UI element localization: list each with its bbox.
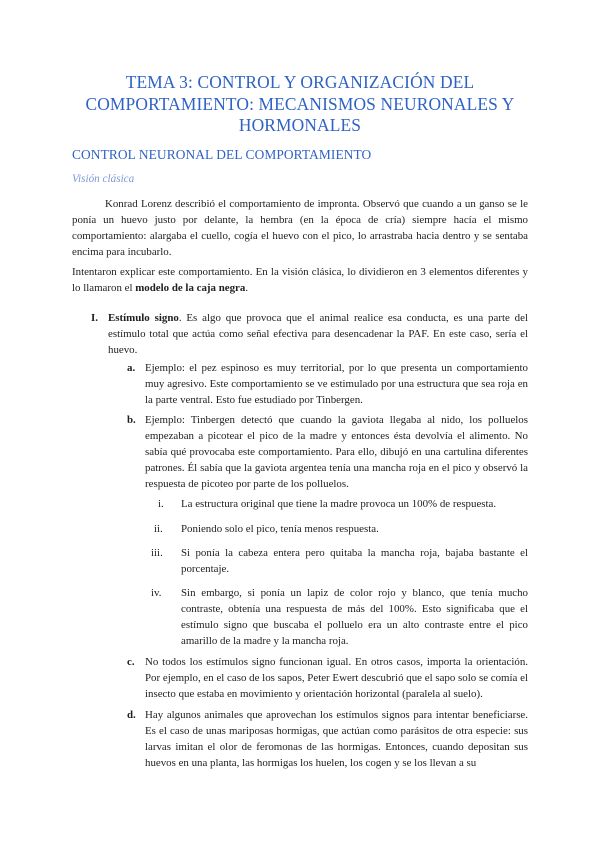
paragraph-end: . (245, 282, 249, 294)
sub-item-marker: c. (127, 656, 135, 668)
paragraph-lorenz: Konrad Lorenz describió el comportamiento de impronta. Observó que cuando a un ganso se le ponía un huevo justo por delante, la hembra (en la época de cría) siempre hacía el mismo comportamiento: alargaba el cuello, cogía el huevo con el pico, lo arrastraba hacia dentro y se sentaba encima para incubarlo. (72, 198, 528, 258)
sub-item-text: Hay algunos animales que aprovechan los estímulos signos para intentar beneficiarse. Es el caso de unas mariposas hormigas, que actúan como parásitos de otra especie: sus larvas imitan el olor de feromonas de las hormigas. Entonces, cuando depositan sus huevos en una planta, las hormigas los huelen, los cogen y se los llevan a su (145, 709, 528, 769)
list-item-text: . Es algo que provoca que el animal realice esa conducta, es una parte del estímulo total que actúa como señal efectiva para desencadenar la PAF. En este caso, sería el huevo. (108, 312, 528, 356)
list-item-stimulus (108, 310, 528, 358)
sub-item-text: Ejemplo: Tinbergen detectó que cuando la gaviota llegaba al nido, los polluelos empezaban a picotear el pico de la madre y entonces ésta devolvía el alimento. No sabía qué provocaba este comportamiento. Para ello, dibujó en una cartulina diferentes patrones. Él sabía que la gaviota argentea tenía una mancha roja en el pico y observó la respuesta de picoteo por parte de los polluelos. (145, 414, 528, 490)
section-heading: CONTROL NEURONAL DEL COMPORTAMIENTO (72, 147, 372, 162)
roman-item-text: Sin embargo, si ponía un lapiz de color rojo y blanco, que tenía mucho contraste, obtenía una respuesta de más del 100%. Esto significaba que el estímulo signo que buscaba el polluelo era un alto contraste entre el pico amarillo de la madre y la mancha roja. (181, 587, 528, 647)
sub-item-marker: d. (127, 709, 136, 721)
paragraph-black-box (72, 264, 528, 296)
roman-marker: ii. (154, 523, 163, 535)
paragraph-bold-term: modelo de la caja negra (135, 282, 246, 294)
roman-marker: iii. (151, 547, 163, 559)
roman-marker: iv. (151, 587, 162, 599)
sub-item-marker: a. (127, 362, 136, 374)
list-marker: I. (91, 312, 98, 324)
roman-item-text: Si ponía la cabeza entera pero quitaba la mancha roja, bajaba bastante el porcentaje. (181, 547, 528, 575)
sub-item-text: Ejemplo: el pez espinoso es muy territorial, por lo que presenta un comportamiento muy agresivo. Este comportamiento se ve estimulado por una estructura que sea roja en la parte ventral. Esto fue estudiado por Tinbergen. (145, 362, 528, 406)
roman-item-text: La estructura original que tiene la madre provoca un 100% de respuesta. (181, 498, 497, 510)
sub-item-text: No todos los estímulos signo funcionan igual. En otros casos, importa la orientación. Por ejemplo, en el caso de los sapos, Peter Ewert descubrió que el sapo solo se comía el insecto que estaba en movimiento y orientación horizontal (paralela al suelo). (145, 656, 528, 700)
document-title: TEMA 3: CONTROL Y ORGANIZACIÓN DEL COMPORTAMIENTO: MECANISMOS NEURONALES Y HORMONALES (85, 72, 515, 135)
subheading: Visión clásica (72, 173, 135, 185)
list-item-term: Estímulo signo (108, 312, 179, 324)
roman-marker: i. (158, 498, 164, 510)
paragraph-text: Intentaron explicar este comportamiento. En la visión clásica, lo dividieron en 3 elementos diferentes y lo llamaron el (72, 266, 528, 294)
roman-item-text: Poniendo solo el pico, tenía menos respuesta. (181, 523, 379, 535)
sub-item-marker: b. (127, 414, 136, 426)
